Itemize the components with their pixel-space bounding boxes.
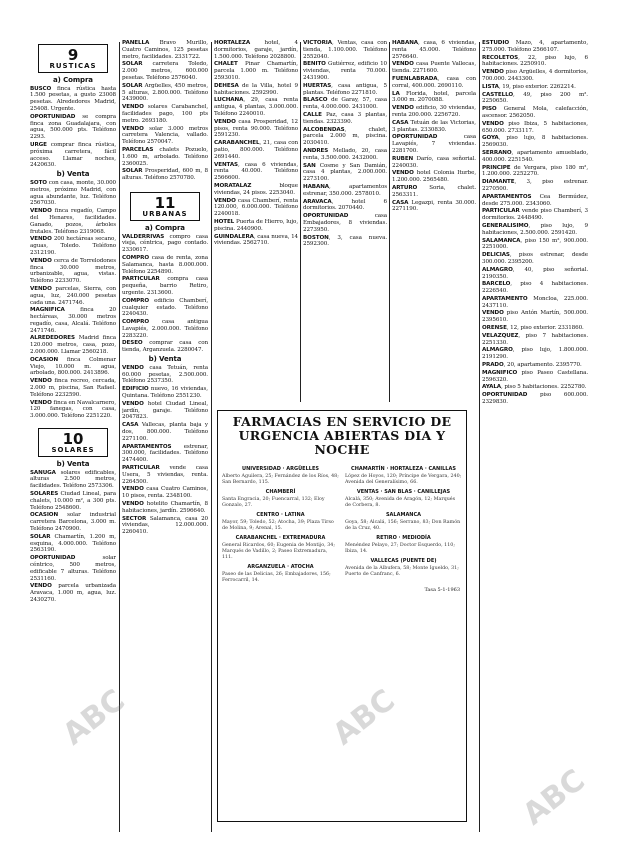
section-number: 9 — [67, 46, 79, 64]
district-header: VALLECAS (PUENTE DE) — [370, 558, 437, 564]
column-1: 9 RUSTICAS a) Compra BUSCO finca rústica hasta 1.500 pesetas, a gusto 23008 pesetas. Alrededores Madrid, 25408. Urgente. OPORTUNIDAD se compra finca zona Guadalajara, con agua, 500.000 pts. Teléfono 2293. URGE comprar finca rústica, próxima carretera, fácil acceso. Llamar noches, 2420630. b) Venta SOTO con casa, monte, 30.000 metros, próximo Madrid, con agua abundante, luz. Teléfono 2567030. VENDO finca regadío, Campo del Henares, facilidades. Ganado, pozos, árboles frutales. Teléfono 2319068. VENDO 200 hectáreas secano, aguas, Toledo. Teléfono 2312190. VENDO cerca de Torrelodones finca 30.000 metros, urbanizable, agua, vistas. Teléfono 2233070. VENDO parcelas, Sierra, con agua, luz, 240.000 pesetas cada una. 2471746. MAGNIFICA finca 20 hectáreas, 30.000 metros regadío, casa, Alcalá. Teléfono 2471746. ALREDEDORES Madrid finca 120.000 metros, casa, pozo, 2.000.000. Llamar 2560218. OCASION finca Colmenar Viejo, 10.000 m. agua, arbolado, 800.000. 2413896. VENDO finca recreo, cercada, 2.000 m, piscina, San Rafael. Teléfono 2232590. VENDO finca en Navalcarnero, 120 fanegas, con casa, 3.000.000. Teléfono 2251220. 10 SOLARES b) Venta SANUGA solares edificables, alturas 2.500 metros, facilidades. Teléfono 2573306. SOLARES Ciudad Lineal, para chalets, 10.000 m², a 300 pts. Teléfono 2548600. OCASION solar industrial carretera Barcelona, 3.000 m. Teléfono 2470900. SOLAR Chamartín, 1.200 m, esquina, 4.000.000. Teléfono 2563190. OPORTUNIDAD solar céntrico, 500 metros, edificable 7 alturas. Teléfono 2531160. VENDO parcela urbanizada Aravaca, 1.000 m, agua, luz. 2430270. — [30, 46, 116, 603]
district-header: RETIRO · MEDIODÍA — [376, 535, 431, 541]
watermark: ABC — [326, 682, 402, 753]
section-number: 11 — [154, 193, 176, 212]
district-header: UNIVERSIDAD · ARGÜELLES — [242, 466, 319, 472]
section-name: SOLARES — [51, 446, 95, 455]
pharmacy-column-right: CHAMARTÍN · HORTALEZA · CANILLAS López de Hoyos, 120; Príncipe de Vergara, 240; Avenida del Generalísimo, 66. VENTAS · SAN BLAS · CANILLEJAS Alcalá, 350; Avenida de Aragón, 12; Marqués de Corbera, 8. SALAMANCA Goya, 58; Alcalá, 156; Serrano, 83; Don Ramón de la Cruz, 40. RETIRO · MEDIODÍA Menéndez Pelayo, 27; Doctor Esquerdo, 110; Ibiza, 14. VALLECAS (PUENTE DE) Avenida de la Albufera, 58; Monte Igueldo, 31; Puerto de Canfranc, 6. — [345, 466, 462, 577]
section-number: 10 — [62, 430, 84, 449]
section-rusticas — [38, 44, 108, 73]
column-6: ESTUDIO Mazo, 4, apartamento, 275.000. Teléfono 2566107. RECOLETOS, 22, piso lujo, 6 habitaciones. 2250910. VENDO piso Argüelles, 4 dormitorios, 700.000. 2443300. LISTA, 19, piso exterior. 2262214. CASTELLO, 49, piso 200 m². 2250650. PISO General Mola, calefacción, ascensor. 2562050. VENDO piso Ibiza, 5 habitaciones, 650.000. 2733117. GOYA, piso lujo, 8 habitaciones. 2569030. SERRANO, apartamento amueblado, 400.000. 2251540. PRINCIPE de Vergara, piso 180 m², 1.200.000. 2252270. DIAMANTE, 3, piso estrenar. 2270500. APARTAMENTOS Cea Bermúdez, desde 275.000. 2343060. PARTICULAR vende piso Chamberí, 3 dormitorios. 2448490. GENERALISIMO, piso lujo, 9 habitaciones, 2.500.000. 2591420. SALAMANCA, piso 150 m², 900.000. 2251000. DELICIAS, pisos estrenar, desde 300.000. 2395200. ALMAGRO, 40, piso señorial. 2190350. BARCELO, piso 4 habitaciones. 2226540. APARTAMENTO Moncloa, 225.000. 2437110. VENDO piso Antón Martín, 500.000. 2395610. ORENSE, 12, piso exterior. 2331860. VELAZQUEZ, piso 7 habitaciones. 2251330. ALMAGRO, piso lujo, 1.800.000. 2191290. PRADO, 20, apartamento. 2395770. MAGNIFICO piso Paseo Castellana. 2596320. AYALA, piso 5 habitaciones. 2252780. OPORTUNIDAD piso 600.000. 2329830. — [482, 40, 588, 406]
subsection-compra: a) Compra — [53, 75, 93, 84]
subsection-venta: b) Venta — [56, 459, 90, 468]
section-urbanas — [130, 192, 200, 221]
district-header: SALAMANCA — [385, 512, 422, 518]
column-divider — [479, 42, 480, 832]
section-name: URBANAS — [142, 209, 188, 218]
watermark: ABC — [56, 682, 132, 753]
district-header: CHAMARTÍN · HORTALEZA · CANILLAS — [351, 466, 456, 472]
district-header: CENTRO · LATINA — [256, 512, 305, 518]
district-header: ARGANZUELA · ATOCHA — [247, 564, 314, 570]
column-4: VICTORIA, Ventas, casa con tienda, 1.100.000. Teléfono 2552040. BENITO Gutiérrez, edificio 10 viviendas, renta 70.000. 2431900. HUERTAS, casa antigua, 5 plantas. Teléfono 2271810. BLASCO de Garay, 57, casa renta, 4.000.000. 2431000. CALLE Paz, casa 3 plantas, tiendas. 2323390. ALCOBENDAS, chalet, parcela 2.000 m, piscina. 2030410. ANDRES Mellado, 20, casa renta, 3.500.000. 2432000. SAN Cosme y San Damián, casa 4 plantas, 2.000.000. 2273100. HABANA, apartamentos estrenar, 350.000. 2578010. ARAVACA, hotel 6 dormitorios. 2070440. OPORTUNIDAD casa Embajadores, 8 viviendas. 2273950. BOSTON, 3, casa nueva. 2592300. — [303, 40, 387, 248]
column-5: HABANA, casa, 6 viviendas, renta 45.000. Teléfono 2576640. VENDO casa Puente Vallecas, tienda. 2271600. FUENLABRADA, casa con corral, 400.000. 2690110. LA Florida, hotel, parcela 3.000 m. 2070088. VENDO edificio, 30 viviendas, renta 200.000. 2256720. CASA Tetuán de las Victorias, 3 plantas. 2330830. OPORTUNIDAD casa Lavapiés, 7 viviendas. 2281700. RUBEN Darío, casa señorial. 2240030. VENDO hotel Colonia Iturbe, 1.200.000. 2565480. ARTURO Soria, chalet. 2563311. CASA Legazpi, renta 30.000. 2271190. — [392, 40, 476, 213]
district-header: VENTAS · SAN BLAS · CANILLEJAS — [356, 489, 451, 495]
district-header: CARABANCHEL · EXTREMADURA — [235, 535, 326, 541]
subsection-compra: a) Compra — [145, 223, 185, 232]
column-2: PANELLA Bravo Murillo, Cuatro Caminos, 125 pesetas metro, facilidades. 2331722. SOLAR carretera Toledo, 2.000 metros, 600.000 pesetas. Teléfono 2576040. SOLAR Argüelles, 450 metros, 5 alturas, 2.800.000. Teléfono 2439000. VENDO solares Carabanchel, facilidades pago, 100 pts metro. 2693180. VENDO solar 3.000 metros carretera Valencia, vallado. Teléfono 2570047. PARCELAS chalets Pozuelo, 1.600 m, arbolado. Teléfono 2360025. SOLAR Prosperidad, 600 m, 8 alturas. Teléfono 2570780. 11 URBANAS a) Compra VALDERRIVAS compro casa vieja, céntrica, pago contado. 2330617. COMPRO casa de renta, zona Salamanca, hasta 8.000.000. Teléfono 2254890. PARTICULAR compra casa pequeña, barrio Retiro, urgente. 2313600. COMPRO edificio Chamberí, cualquier estado. Teléfono 2240430. COMPRO casa antigua Lavapiés, 2.000.000. Teléfono 2283220. DESEO comprar casa con tienda, Arganzuela. 2280047. b) Venta VENDO casa Tetuán, renta 60.000 pesetas, 2.500.000. Teléfono 2537350. EDIFICIO nuevo, 16 viviendas, Quintana. Teléfono 2551230. VENDO hotel Ciudad Lineal, jardín, garaje. Teléfono 2047823. CASA Vallecas, planta baja y dos, 800.000. Teléfono 2271100. APARTAMENTOS estrenar, 300.000, facilidades. Teléfono 2474400. PARTICULAR vende casa Usera, 5 viviendas, renta. 2264500. VENDO casa Cuatro Caminos, 10 pisos, renta. 2348100. VENDO hotelito Chamartín, 8 habitaciones, jardín. 2596640. SECTOR Salamanca, casa 20 viviendas, 12.000.000. 2260410. — [122, 40, 208, 536]
pharmacy-footer: Tasa 5-1-1963 — [424, 587, 460, 593]
section-name: RUSTICAS — [49, 62, 97, 70]
pharmacy-title: FARMACIAS EN SERVICIO DE URGENCIA ABIERTAS DIA Y NOCHE — [232, 414, 452, 457]
district-header: CHAMBERÍ — [265, 489, 296, 495]
subsection-venta: b) Venta — [56, 170, 90, 179]
column-divider — [389, 42, 390, 402]
section-solares — [38, 428, 108, 457]
column-divider — [300, 42, 301, 402]
pharmacy-column-left: UNIVERSIDAD · ARGÜELLES Alberto Aguilera, 25; Fernández de los Ríos, 48; San Bernardo, 115. CHAMBERÍ Santa Engracia, 20; Fuencarral, 132; Eloy Gonzalo, 27. CENTRO · LATINA Mayor, 59; Toledo, 52; Atocha, 39; Plaza Tirso de Molina, 9; Arenal, 15. CARABANCHEL · EXTREMADURA General Ricardos, 60; Eugenia de Montijo, 34; Marqués de Vadillo, 2; Paseo Extremadura, 111. ARGANZUELA · ATOCHA Paseo de las Delicias, 26; Embajadores, 156; Ferrocarril, 14. — [222, 466, 339, 583]
subsection-venta: b) Venta — [148, 355, 182, 364]
pharmacy-box — [217, 410, 467, 822]
column-divider — [211, 42, 212, 832]
watermark: ABC — [516, 762, 592, 833]
column-3: HORTALEZA hotel, 4 dormitorios, garaje, jardín, 1.500.000. Teléfono 2028800. CHALET Pinar Chamartín, parcela 1.000 m. Teléfono 2593010. DEHESA de la Villa, hotel 9 habitaciones. 2592990. LUCHANA, 29, casa renta antigua, 4 plantas, 3.000.000. Teléfono 2240010. VENDO casa Prosperidad, 12 pisos, renta 90.000. Teléfono 2591230. CARABANCHEL, 21, casa con patio, 800.000. Teléfono 2691440. VENTAS, casa 6 viviendas, renta 40.000. Teléfono 2566600. MORATALAZ bloque viviendas, 24 pisos. 2253040. VENDO casa Chamberí, renta 120.000, 6.000.000. Teléfono 2240018. HOTEL Puerta de Hierro, lujo, piscina. 2440900. GUINDALERA, casa nueva, 14 viviendas. 2562710. — [214, 40, 298, 247]
